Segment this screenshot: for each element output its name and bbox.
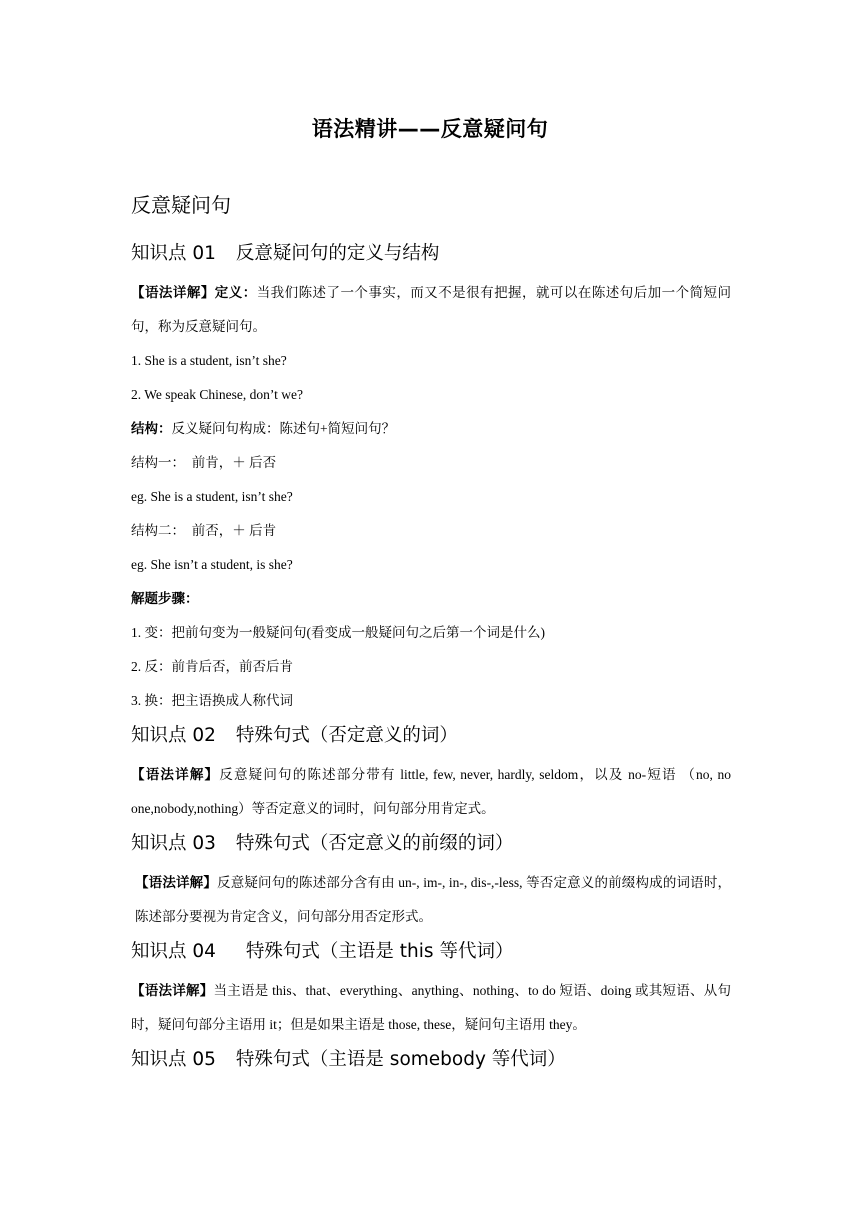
knowledge-point-01 (131, 240, 731, 718)
kp04-detail-label: 【语法详解】 (131, 983, 214, 998)
kp01-title: 反意疑问句的定义与结构 (235, 243, 440, 264)
kp04-title: 特殊句式（主语是 this 等代词） (245, 941, 514, 962)
kp02-detail-text: 反意疑问句的陈述部分带有 little, few, never, hardly, seldom，以及 no-短语 （no, no one,nobody,nothing）等否定意义的词时，问句部分用肯定式。 (131, 767, 731, 816)
kp01-structure-1: 结构一： 前肯，＋ 后否 (131, 455, 277, 470)
kp02-detail (131, 758, 731, 826)
kp03-number: 知识点 03 (131, 833, 216, 854)
kp01-detail (131, 276, 731, 344)
section-heading: 反意疑问句 (131, 193, 231, 217)
knowledge-point-02 (131, 722, 731, 826)
kp03-heading (131, 830, 731, 858)
kp04-detail (131, 974, 731, 1042)
kp02-title: 特殊句式（否定意义的词） (235, 725, 458, 746)
kp01-step-1: 1. 变：把前句变为一般疑问句(看变成一般疑问句之后第一个词是什么) (131, 625, 545, 640)
kp05-number: 知识点 05 (131, 1049, 216, 1070)
kp01-steps-label: 解题步骤： (131, 591, 199, 606)
kp01-detail-text: 当我们陈述了一个事实，而又不是很有把握，就可以在陈述句后加一个简短问句，称为反意疑问句。 (131, 285, 732, 334)
kp04-detail-text: 当主语是 this、that、everything、anything、nothing、to do 短语、doing 或其短语、从句时，疑问句部分主语用 it；但是如果主语是 those, these，疑问句主语用 they。 (131, 983, 732, 1032)
kp01-structure (131, 412, 731, 446)
kp01-structure-2: 结构二： 前否，＋ 后肯 (131, 523, 277, 538)
kp04-number: 知识点 04 (131, 941, 216, 962)
kp05-title: 特殊句式（主语是 somebody 等代词） (235, 1049, 566, 1070)
kp01-example-2: 2. We speak Chinese, don’t we? (131, 387, 303, 402)
kp02-heading (131, 722, 731, 750)
kp01-step-2: 2. 反：前肯后否，前否后肯 (131, 659, 293, 674)
kp01-example-1: 1. She is a student, isn’t she? (131, 353, 287, 368)
kp03-detail-label: 【语法详解】 (135, 875, 218, 890)
knowledge-point-05 (131, 1046, 731, 1074)
kp02-detail-label: 【语法详解】 (131, 767, 220, 782)
kp04-heading (131, 938, 731, 966)
kp03-title: 特殊句式（否定意义的前缀的词） (235, 833, 514, 854)
page-title: 语法精讲——反意疑问句 (311, 117, 549, 141)
kp01-heading (131, 240, 731, 268)
kp03-detail (131, 866, 731, 934)
kp01-structure-label: 结构： (131, 421, 172, 436)
knowledge-point-03 (131, 830, 731, 934)
kp01-eg-2: eg. She isn’t a student, is she? (131, 557, 293, 572)
kp01-eg-1: eg. She is a student, isn’t she? (131, 489, 293, 504)
kp02-number: 知识点 02 (131, 725, 216, 746)
kp01-structure-text: 反义疑问句构成：陈述句+简短问句？ (171, 421, 396, 436)
knowledge-point-04 (131, 938, 731, 1042)
kp01-number: 知识点 01 (131, 243, 216, 264)
kp01-detail-label: 【语法详解】定义： (131, 285, 257, 300)
kp05-heading (131, 1046, 731, 1074)
kp01-step-3: 3. 换：把主语换成人称代词 (131, 693, 293, 708)
kp03-detail-text: 反意疑问句的陈述部分含有由 un-, im-, in-, dis-,-less, 等否定意义的前缀构成的词语时，陈述部分要视为肯定含义，问句部分用否定形式。 (135, 875, 732, 924)
document-body (131, 190, 731, 1082)
